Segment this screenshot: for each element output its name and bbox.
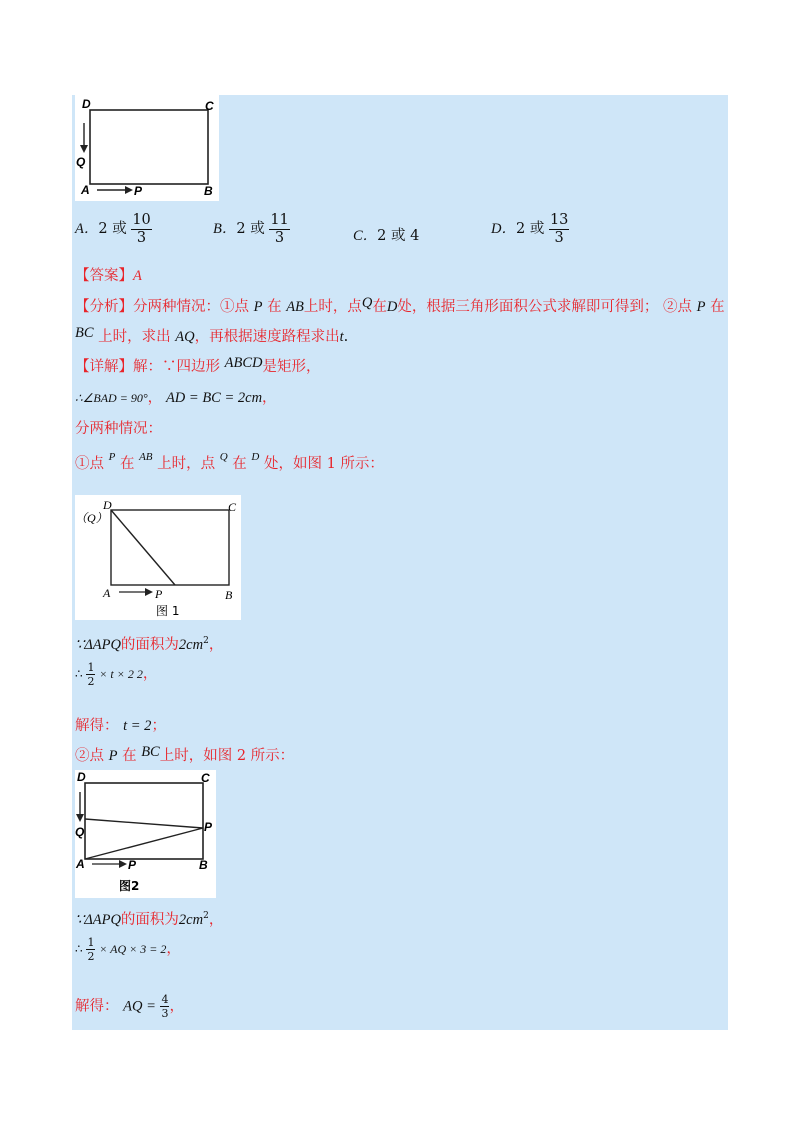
detail-line-3: 分两种情况： xyxy=(75,421,162,437)
option-b: B．2 或 $\frac{11}{3}$ xyxy=(213,212,289,246)
label-A: A xyxy=(81,183,90,197)
label-P: P xyxy=(155,587,163,601)
label-B: B xyxy=(225,588,233,602)
detail-line-2: ∴∠BAD = 90°， AD = BC = 2cm， xyxy=(75,390,277,406)
case1-fraction-half: $\frac{1}{2}$ xyxy=(87,661,95,688)
label-D: D xyxy=(77,770,86,784)
case1-line-3: 解得： t = 2； xyxy=(75,718,166,734)
label-Q: Q xyxy=(76,155,86,169)
label-B: B xyxy=(199,858,208,872)
figure-top xyxy=(75,95,219,201)
label-D: D xyxy=(82,97,91,111)
rectangle-diagram-1 xyxy=(75,495,241,620)
case2-heading: ②点 P 在 BC上时，如图 2 所示： xyxy=(75,744,295,764)
option-d: D．2 或 $\frac{13}{3}$ xyxy=(491,212,569,246)
answer-value: A xyxy=(133,268,142,284)
case1-line-2: ∴ $\frac{1}{2}$ × t × 2 2， xyxy=(75,661,158,688)
rectangle-diagram-2 xyxy=(75,770,216,898)
case2-fraction-half: $\frac{1}{2}$ xyxy=(87,936,95,963)
answer-line xyxy=(75,264,142,285)
case2-fraction-four-thirds: $\frac{4}{3}$ xyxy=(161,993,169,1020)
figure-2-caption: 图2 xyxy=(119,879,140,893)
detail-line-4: ①点 $^P$ 在 $^{AB}$ 上时，点 $^Q$ 在 $^D$ 处，如图 1 所示： xyxy=(75,451,384,472)
label-C: C xyxy=(205,99,214,113)
option-d-fraction: $\frac{13}{3}$ xyxy=(549,212,569,246)
case2-line-2: ∴ $\frac{1}{2}$ × AQ × 3 = 2， xyxy=(75,936,181,963)
label-P-right: P xyxy=(204,820,213,834)
detail-line-1: 【详解】解：∵四边形 ABCD是矩形， xyxy=(75,355,321,375)
label-C: C xyxy=(228,500,237,514)
label-A: A xyxy=(76,857,85,871)
label-D: D xyxy=(103,498,112,512)
label-P: P xyxy=(134,184,143,198)
case2-line-1: ∵ΔAPQ的面积为$2cm^2$， xyxy=(75,911,224,928)
label-B: B xyxy=(204,184,213,198)
option-a: A．2 或 $\frac{10}{3}$ xyxy=(75,212,151,246)
analysis-line-2: BC 上时，求出 AQ，再根据速度路程求出t. xyxy=(75,325,349,345)
answer-label: 【答案】 xyxy=(75,268,133,284)
option-a-fraction: $\frac{10}{3}$ xyxy=(132,212,151,246)
figure-1-caption: 图 1 xyxy=(156,604,180,618)
figure-2 xyxy=(75,770,216,898)
label-C: C xyxy=(201,771,210,785)
rectangle-diagram-top xyxy=(75,95,219,201)
option-c: C．2 或 4 xyxy=(353,228,420,244)
case2-line-3: 解得： AQ = $\frac{4}{3}$ ， xyxy=(75,993,184,1020)
analysis-line-1: 【分析】分两种情况：①点 P 在 AB上时，点Q在D处，根据三角形面积公式求解即可得到； ②点 P 在 xyxy=(75,295,725,315)
figure-1 xyxy=(75,495,241,620)
label-Q: Q xyxy=(75,825,85,839)
label-P: P xyxy=(128,858,137,872)
option-b-fraction: $\frac{11}{3}$ xyxy=(270,212,289,246)
label-Q-paren: （Q） xyxy=(75,511,108,525)
case1-line-1: ∵ΔAPQ的面积为$2cm^2$， xyxy=(75,636,224,653)
label-A: A xyxy=(103,586,111,600)
